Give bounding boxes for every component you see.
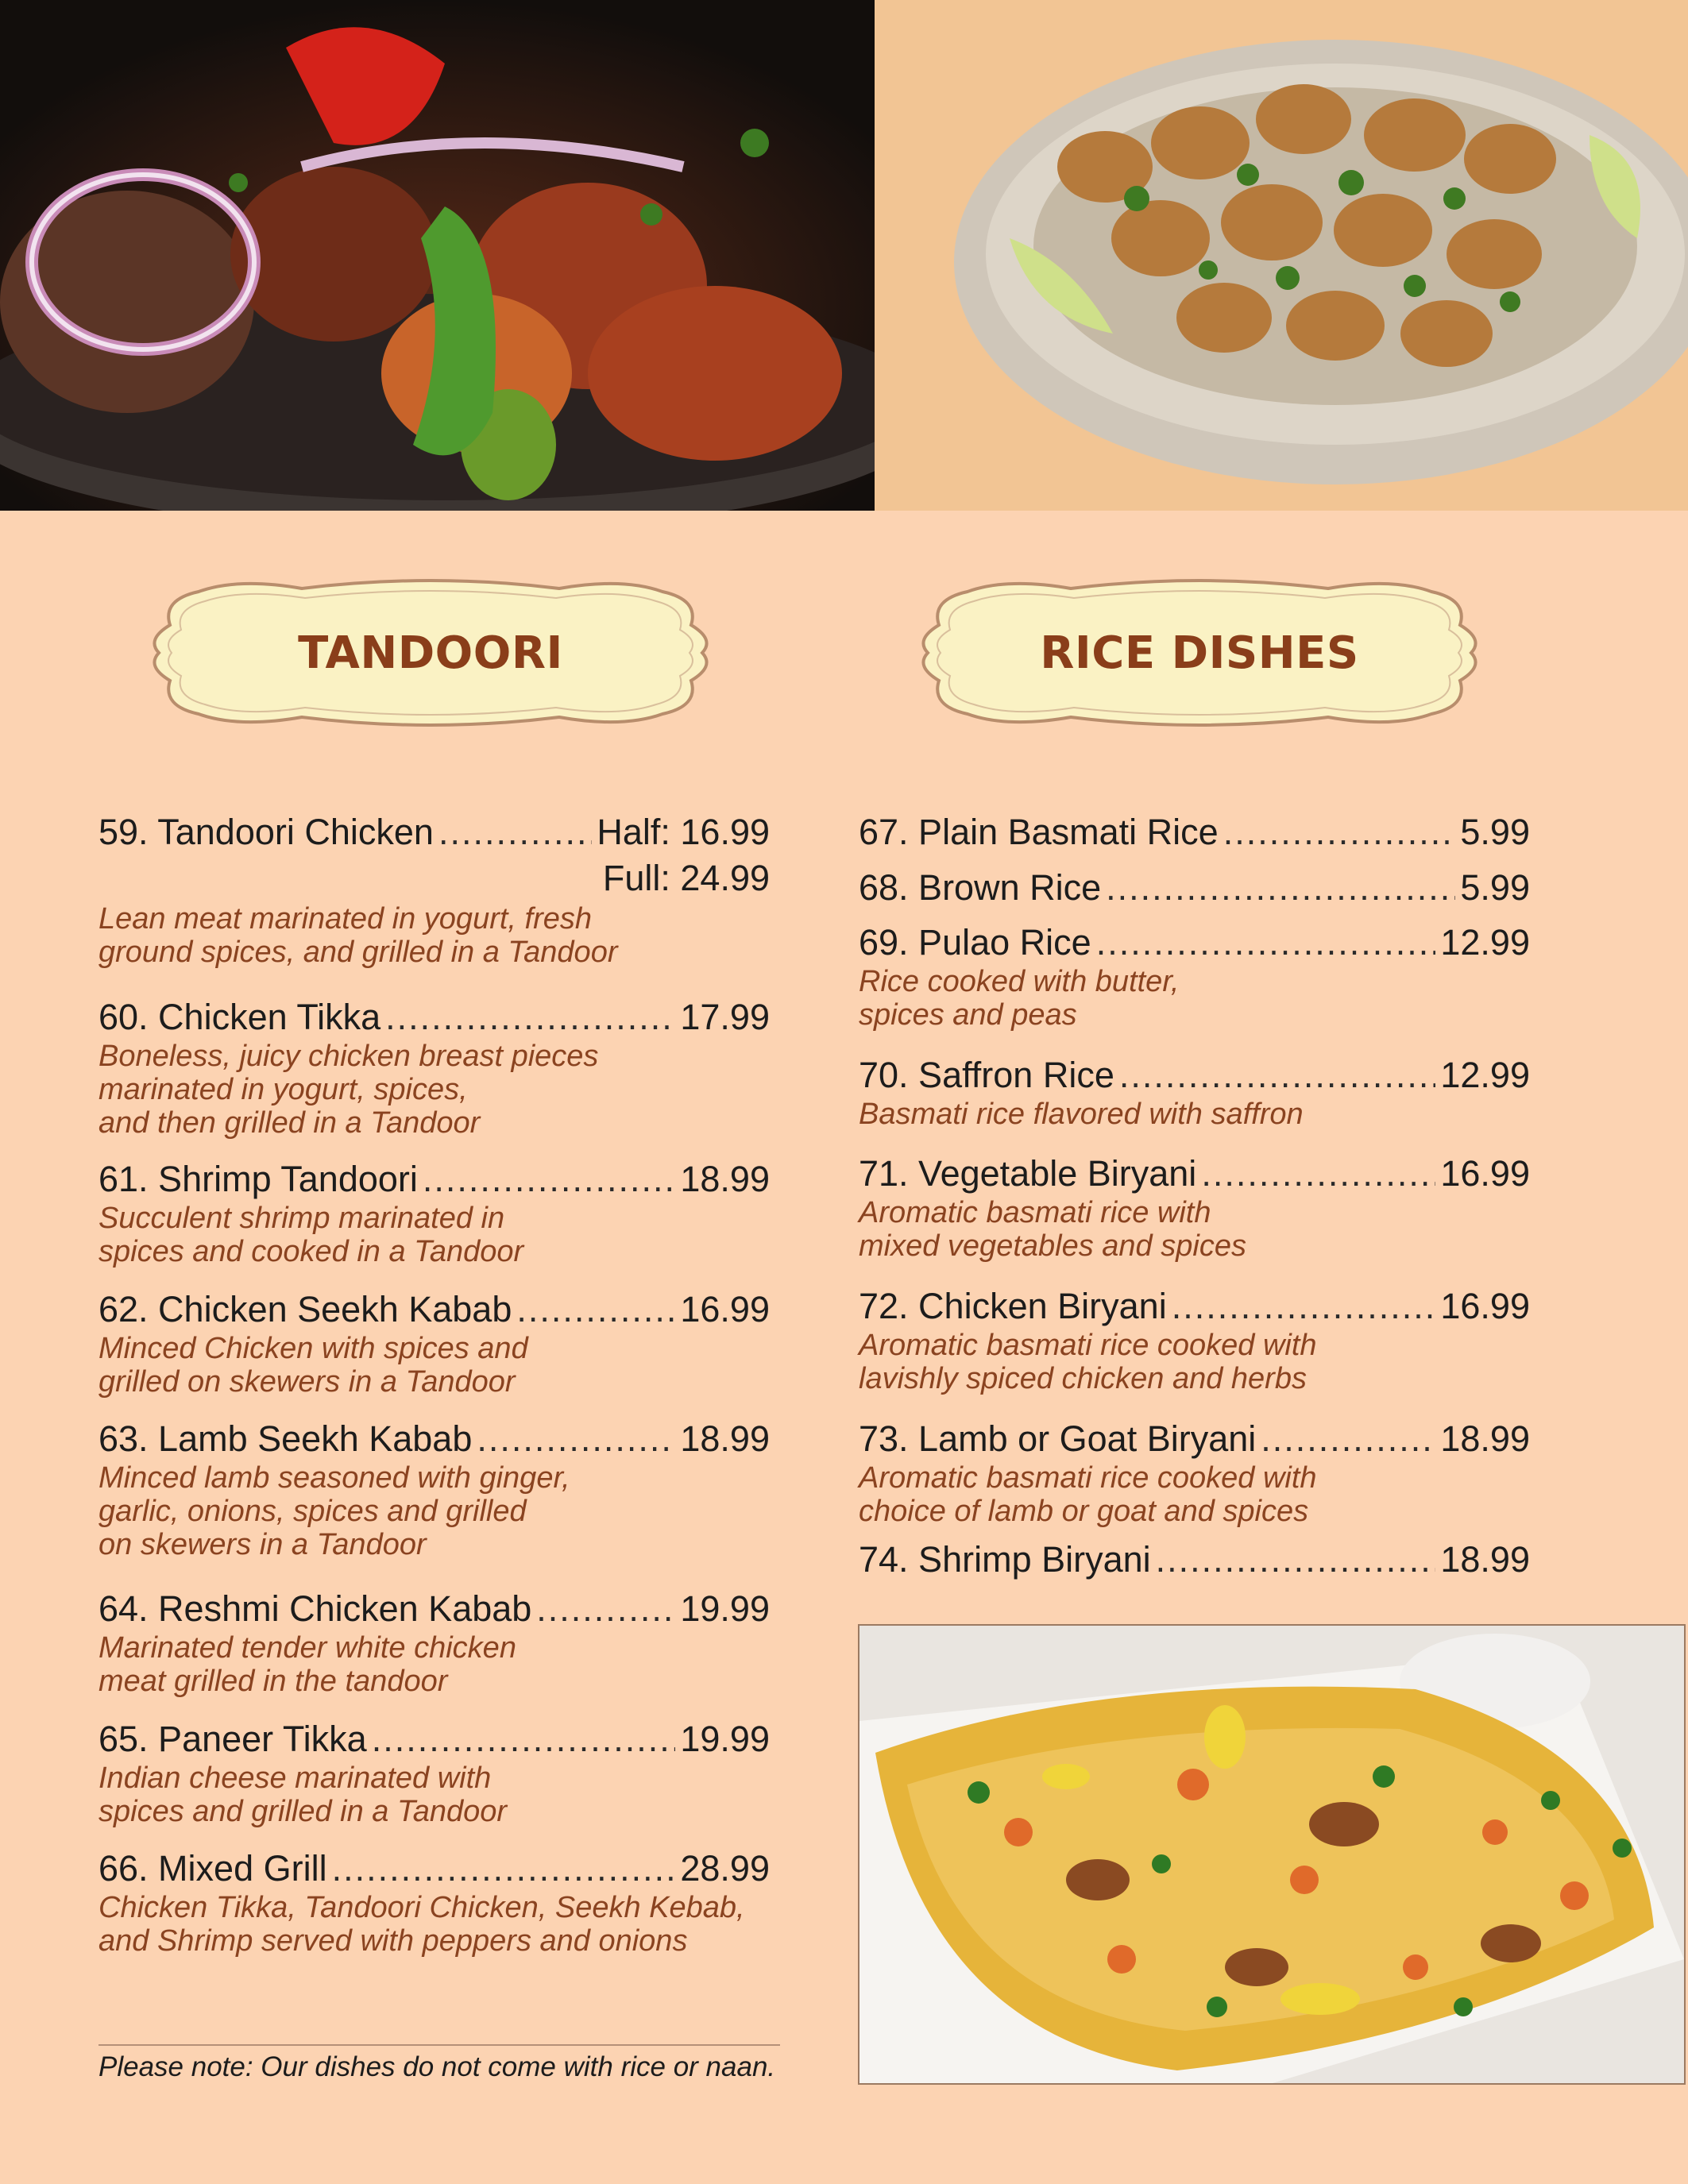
menu-item [98, 1157, 770, 1268]
item-name: 59. Tandoori Chicken [98, 812, 434, 852]
item-name: 67. Plain Basmati Rice [859, 812, 1219, 852]
tandoori-platter-photo [0, 0, 875, 511]
leader-dots [477, 1417, 675, 1461]
leader-dots [516, 1287, 675, 1332]
item-price: 17.99 [680, 997, 770, 1037]
item-price: 5.99 [1460, 867, 1530, 908]
item-price: 19.99 [680, 1588, 770, 1629]
menu-item [98, 995, 770, 1140]
item-description: Succulent shrimp marinated in spices and cooked in a Tandoor [98, 1202, 524, 1268]
leader-dots [1096, 920, 1436, 965]
item-description: Aromatic basmati rice cooked with lavishly spiced chicken and herbs [859, 1329, 1317, 1395]
item-price: 16.99 [1440, 1286, 1530, 1326]
item-description: Indian cheese marinated with spices and grilled in a Tandoor [98, 1761, 508, 1828]
item-description: Minced Chicken with spices and grilled on skewers in a Tandoor [98, 1332, 528, 1399]
leader-dots [332, 1846, 676, 1891]
item-name: 62. Chicken Seekh Kabab [98, 1289, 512, 1329]
item-description: Lean meat marinated in yogurt, fresh ground spices, and grilled in a Tandoor [98, 902, 618, 969]
item-name: 61. Shrimp Tandoori [98, 1159, 418, 1199]
item-price: 28.99 [680, 1848, 770, 1889]
item-description: Aromatic basmati rice cooked with choice of lamb or goat and spices [859, 1461, 1317, 1528]
item-name: 63. Lamb Seekh Kabab [98, 1418, 473, 1459]
footnote: Please note: Our dishes do not come with rice or naan. [98, 2051, 776, 2082]
item-name: 64. Reshmi Chicken Kabab [98, 1588, 532, 1629]
menu-item [98, 1417, 770, 1561]
item-description: Chicken Tikka, Tandoori Chicken, Seekh Kebab, and Shrimp served with peppers and onions [98, 1891, 745, 1958]
rice-dishes-banner [912, 577, 1487, 728]
leader-dots [1223, 810, 1456, 855]
leader-dots [1156, 1538, 1436, 1582]
item-name: 70. Saffron Rice [859, 1055, 1114, 1095]
shrimp-plate-photo [875, 0, 1688, 511]
leader-dots [385, 995, 675, 1040]
item-description: Aromatic basmati rice with mixed vegetables and spices [859, 1196, 1246, 1263]
item-name: 73. Lamb or Goat Biryani [859, 1418, 1257, 1459]
item-price: Half: 16.99 [597, 812, 770, 852]
tandoori-banner [143, 577, 718, 728]
item-price: 16.99 [1440, 1153, 1530, 1194]
leader-dots [423, 1157, 675, 1202]
menu-item [859, 1053, 1530, 1131]
leader-dots [1201, 1152, 1435, 1196]
item-name: 71. Vegetable Biryani [859, 1153, 1197, 1194]
item-price: 19.99 [680, 1719, 770, 1759]
item-price: 12.99 [1440, 922, 1530, 963]
menu-item [859, 1417, 1530, 1528]
item-name: 74. Shrimp Biryani [859, 1539, 1151, 1580]
item-price: 18.99 [680, 1159, 770, 1199]
leader-dots [1106, 866, 1455, 910]
leader-dots [372, 1717, 676, 1761]
item-price: 12.99 [1440, 1055, 1530, 1095]
menu-item [859, 866, 1530, 910]
item-price: 18.99 [1440, 1539, 1530, 1580]
item-description: Boneless, juicy chicken breast pieces marinated in yogurt, spices, and then grilled in a Tandoor [98, 1040, 599, 1140]
item-price: 18.99 [1440, 1418, 1530, 1459]
item-price: 5.99 [1460, 812, 1530, 852]
item-description: Minced lamb seasoned with ginger, garlic, onions, spices and grilled on skewers in a Tandoor [98, 1461, 570, 1561]
menu-item [859, 1152, 1530, 1263]
menu-item [859, 1284, 1530, 1395]
menu-item [98, 810, 770, 969]
menu-item [859, 920, 1530, 1032]
leader-dots [536, 1587, 675, 1631]
item-description: Basmati rice flavored with saffron [859, 1098, 1304, 1131]
item-name: 65. Paneer Tikka [98, 1719, 367, 1759]
tandoori-title: TANDOORI [298, 627, 563, 679]
menu-item [98, 1587, 770, 1698]
menu-item [98, 1846, 770, 1958]
item-name: 66. Mixed Grill [98, 1848, 327, 1889]
menu-item [859, 1538, 1530, 1582]
item-price-full: Full: 24.99 [602, 858, 770, 898]
leader-dots [1119, 1053, 1436, 1098]
leader-dots [1172, 1284, 1436, 1329]
divider [98, 2044, 780, 2046]
menu-item [859, 810, 1530, 855]
item-description: Marinated tender white chicken meat grilled in the tandoor [98, 1631, 516, 1698]
item-description: Rice cooked with butter, spices and peas [859, 965, 1180, 1032]
rice-dishes-title: RICE DISHES [1040, 627, 1359, 679]
item-name: 69. Pulao Rice [859, 922, 1091, 963]
leader-dots [438, 810, 592, 855]
leader-dots [1261, 1417, 1435, 1461]
item-price: 16.99 [680, 1289, 770, 1329]
menu-item [98, 1717, 770, 1828]
item-name: 68. Brown Rice [859, 867, 1102, 908]
item-name: 60. Chicken Tikka [98, 997, 381, 1037]
item-name: 72. Chicken Biryani [859, 1286, 1167, 1326]
item-price: 18.99 [680, 1418, 770, 1459]
biryani-plate-photo [858, 1624, 1686, 2085]
menu-item [98, 1287, 770, 1399]
